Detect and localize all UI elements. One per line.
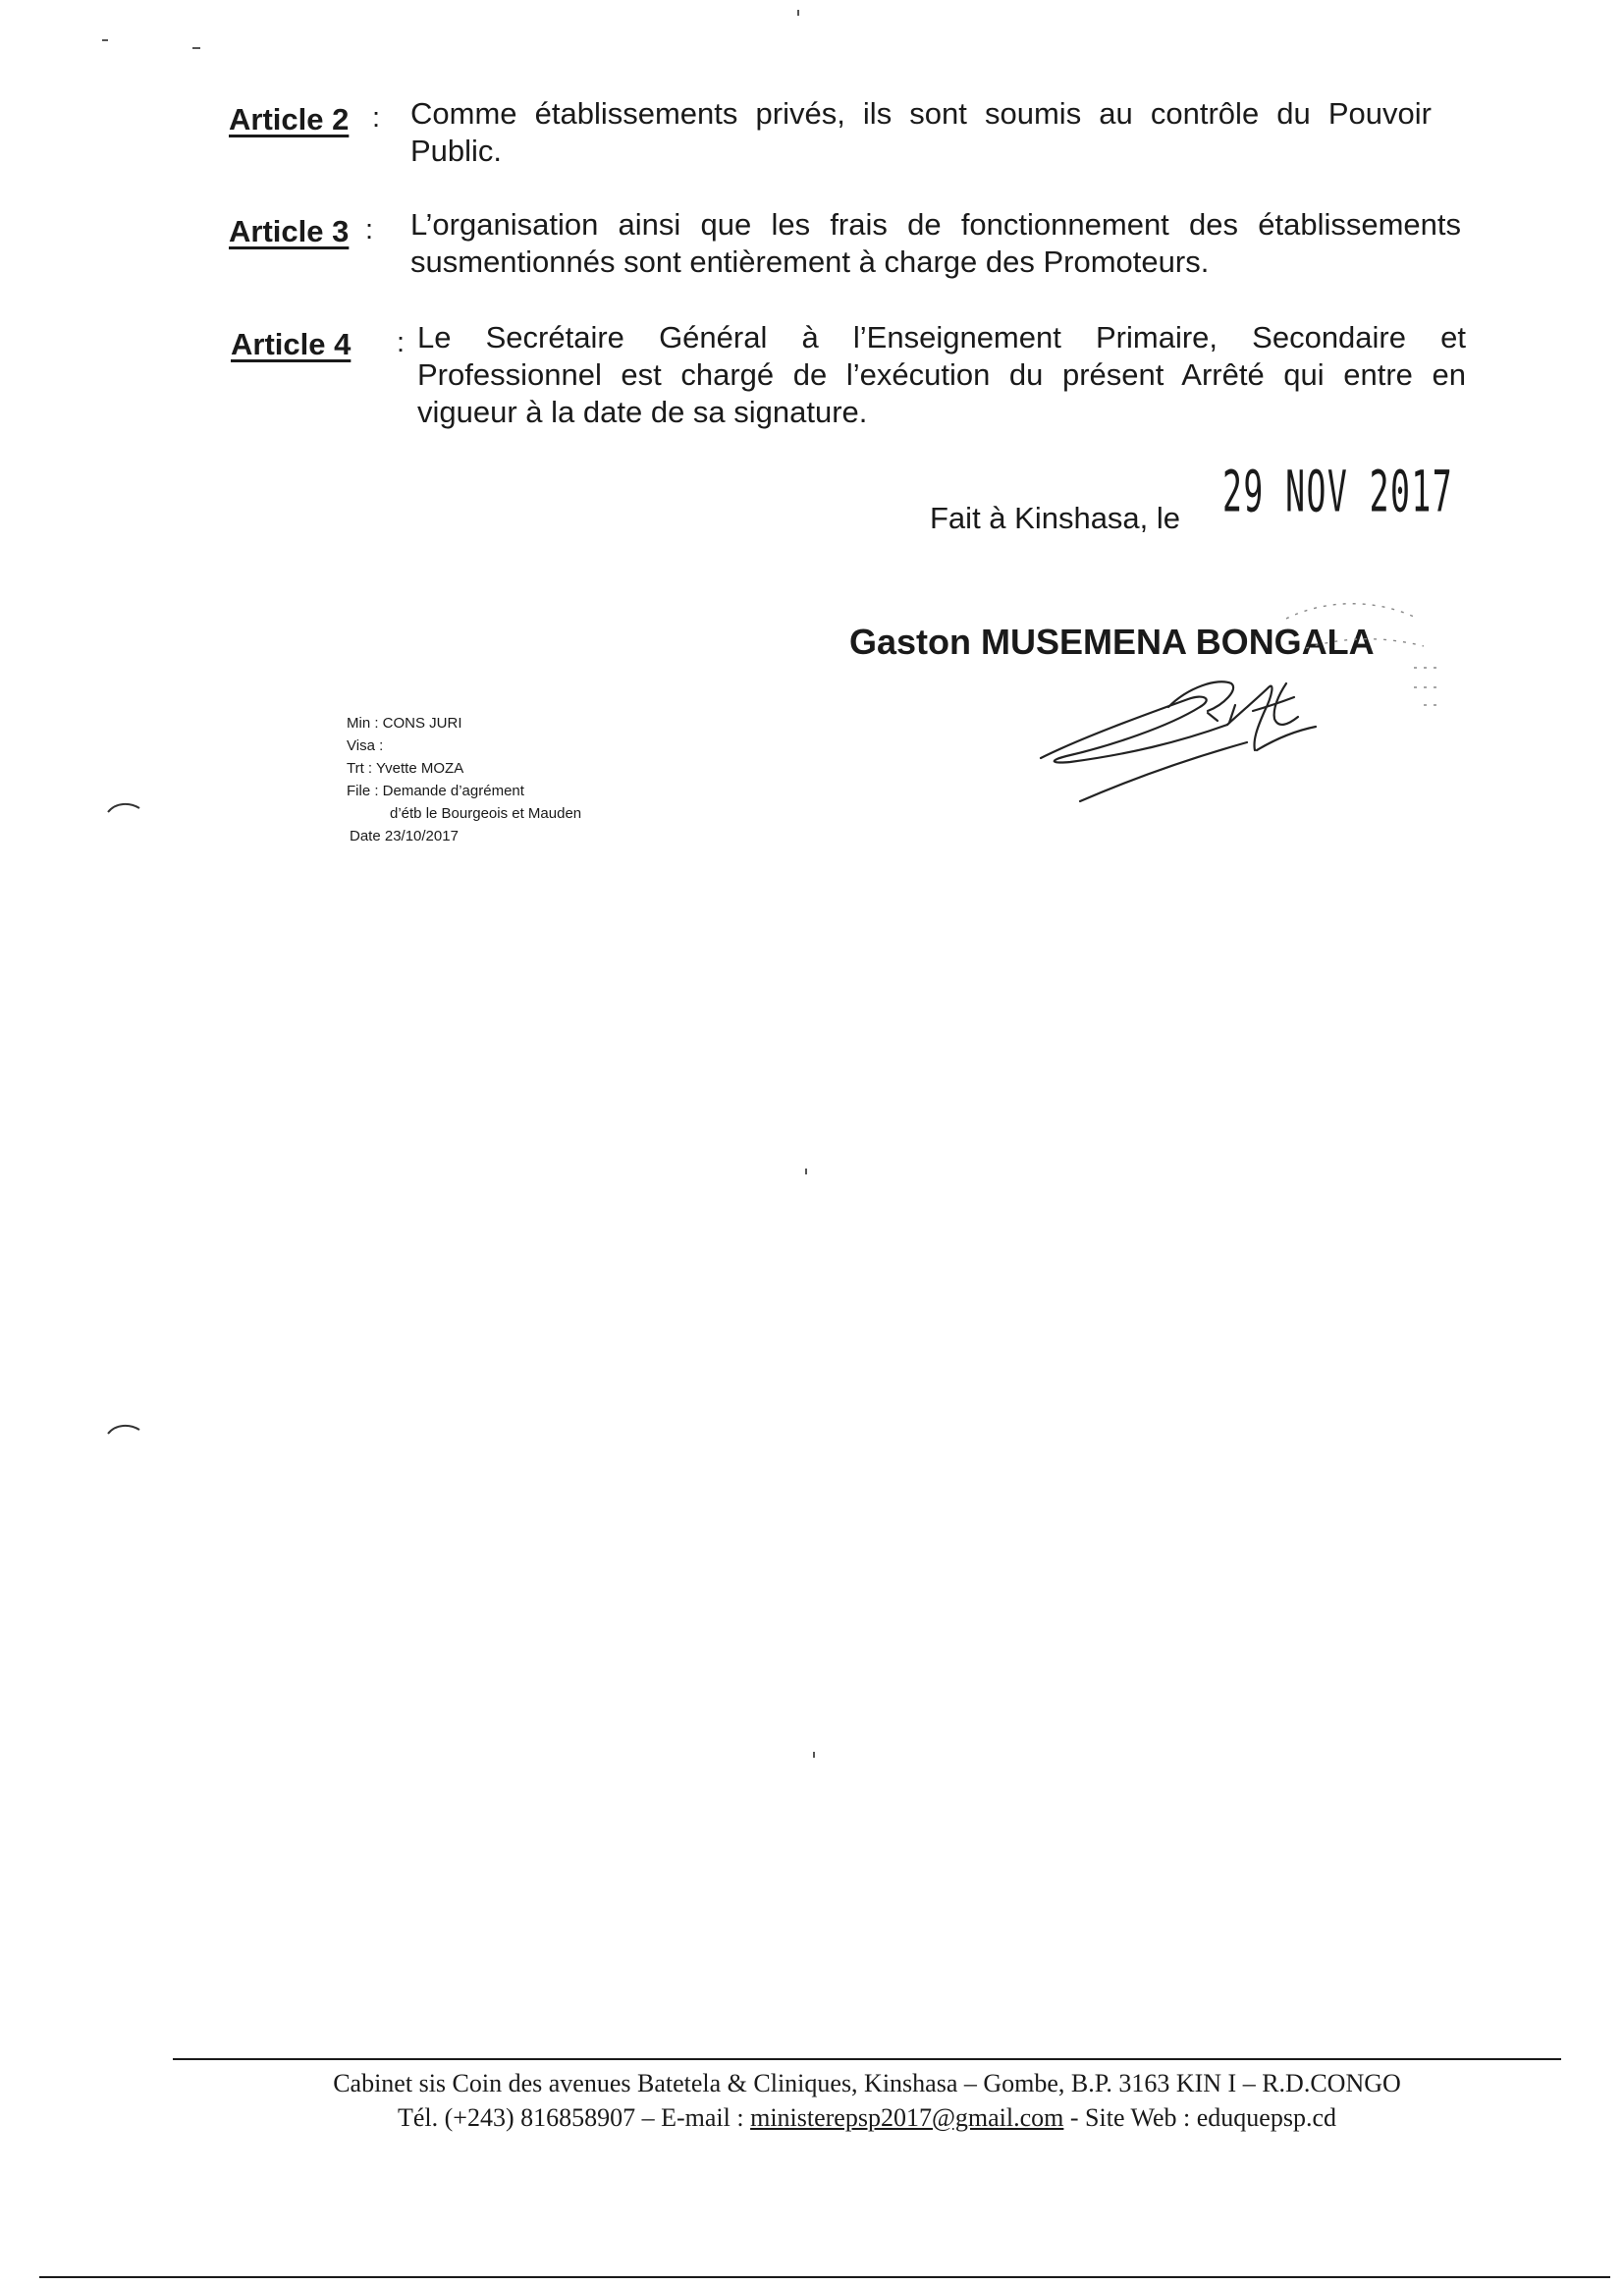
scan-speck <box>192 47 200 49</box>
stamp-trace <box>1267 589 1463 727</box>
office-note-date: Date 23/10/2017 <box>350 828 459 844</box>
article-2-label: Article 2 <box>229 102 350 136</box>
article-4-label: Article 4 <box>231 327 352 361</box>
footer-address: Cabinet sis Coin des avenues Batetela & Cliniques, Kinshasa – Gombe, B.P. 3163 KIN I – R.D.CONGO <box>333 2069 1401 2097</box>
scan-speck <box>813 1752 815 1758</box>
footer-divider <box>173 2058 1561 2060</box>
article-4-text: Le Secrétaire Général à l’Enseignement Primaire, Secondaire et Professionnel est chargé de l’exécution du présent Arrêté qui entre en vigueur à la date de sa signature. <box>417 320 1466 429</box>
office-note-trt: Trt : Yvette MOZA <box>347 760 464 777</box>
footer-website: - Site Web : eduquepsp.cd <box>1069 2103 1336 2132</box>
date-stamp: 29 NOV 2017 <box>1222 458 1454 524</box>
scan-speck <box>805 1169 807 1174</box>
punch-mark <box>106 1422 141 1438</box>
footer-contact <box>173 2103 1561 2133</box>
place-date-prefix: Fait à Kinshasa, le <box>930 501 1181 535</box>
article-3-label: Article 3 <box>229 214 350 248</box>
signatory-name: Gaston MUSEMENA BONGALA <box>849 622 1375 662</box>
office-note-min: Min : CONS JURI <box>347 715 462 732</box>
article-3-text: L’organisation ainsi que les frais de fonctionnement des établissements susmentionnés sont entièrement à charge des Promoteurs. <box>410 207 1461 279</box>
punch-mark <box>106 800 141 816</box>
office-note-visa: Visa : <box>347 737 384 754</box>
article-2-separator: : <box>372 102 381 134</box>
article-3-separator: : <box>365 214 374 245</box>
bottom-edge-line <box>39 2276 1610 2278</box>
scan-speck <box>797 10 799 16</box>
office-note-file-continued: d’étb le Bourgeois et Mauden <box>390 805 582 822</box>
footer-email-link[interactable]: ministerepsp2017@gmail.com <box>750 2103 1064 2132</box>
scan-speck <box>102 39 108 41</box>
article-2-text: Comme établissements privés, ils sont soumis au contrôle du Pouvoir Public. <box>410 96 1432 168</box>
article-4-separator: : <box>397 327 406 358</box>
office-note-file: File : Demande d’agrément <box>347 783 524 799</box>
footer-tel: Tél. (+243) 816858907 – E-mail : <box>397 2103 744 2132</box>
